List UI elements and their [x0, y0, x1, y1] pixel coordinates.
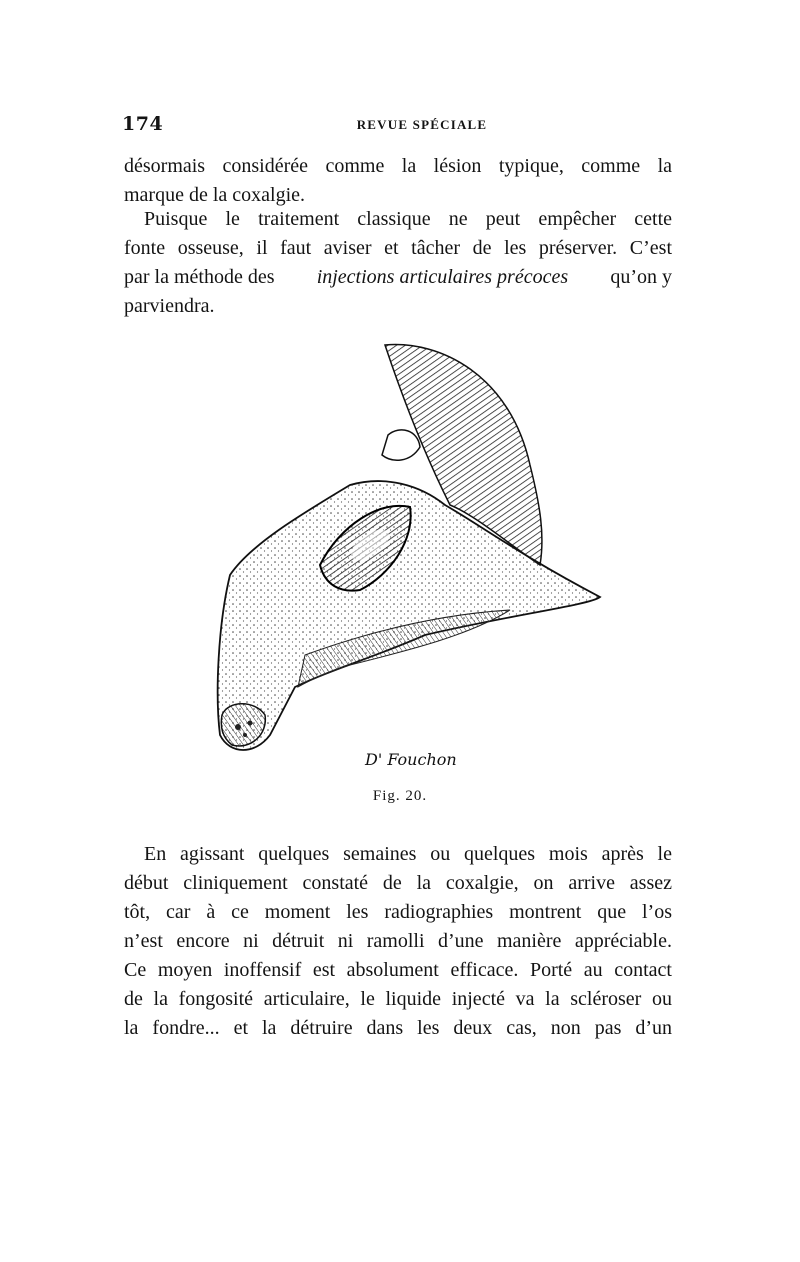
text-line: Ce moyen inoffensif est absolument efficace. Porté au contact: [124, 959, 672, 981]
text-line: début cliniquement constaté de la coxalgie, on arrive assez: [124, 872, 672, 894]
anatomical-figure: [210, 335, 605, 775]
text-line: [124, 263, 672, 292]
text-line: désormais considérée comme la lésion typique, comme la: [124, 155, 672, 177]
figure-caption: Fig. 20.: [372, 788, 428, 804]
text-line: fonte osseuse, il faut aviser et tâcher de les préserver. C’est: [124, 237, 672, 259]
page-number: 174: [122, 113, 164, 135]
engraver-signature: D' Fouchon: [365, 750, 457, 769]
running-head: REVUE SPÉCIALE: [356, 117, 488, 132]
text-line: Puisque le traitement classique ne peut empêcher cette: [144, 208, 672, 230]
text-line: la fondre... et la détruire dans les deux cas, non pas d’un: [124, 1017, 672, 1039]
text-line: de la fongosité articulaire, le liquide injecté va la scléroser ou: [124, 988, 672, 1010]
page-header: [122, 113, 678, 135]
bone-knob: [382, 430, 420, 460]
text-fragment: qu’on y: [610, 266, 672, 288]
text-fragment: par la méthode des: [124, 266, 275, 288]
paragraph-3: [124, 840, 672, 1043]
hip-bone-engraving: [210, 335, 605, 775]
paragraph-2: [124, 205, 672, 321]
text-line: parviendra.: [124, 295, 215, 317]
text-line: En agissant quelques semaines ou quelques mois après le: [144, 843, 672, 865]
emphasized-phrase: injections articulaires précoces: [316, 266, 569, 288]
text-line: marque de la coxalgie.: [124, 184, 306, 206]
text-line: n’est encore ni détruit ni ramolli d’une manière appréciable.: [124, 930, 672, 952]
text-line: tôt, car à ce moment les radiographies montrent que l’os: [124, 901, 672, 923]
paragraph-1: [124, 152, 672, 210]
